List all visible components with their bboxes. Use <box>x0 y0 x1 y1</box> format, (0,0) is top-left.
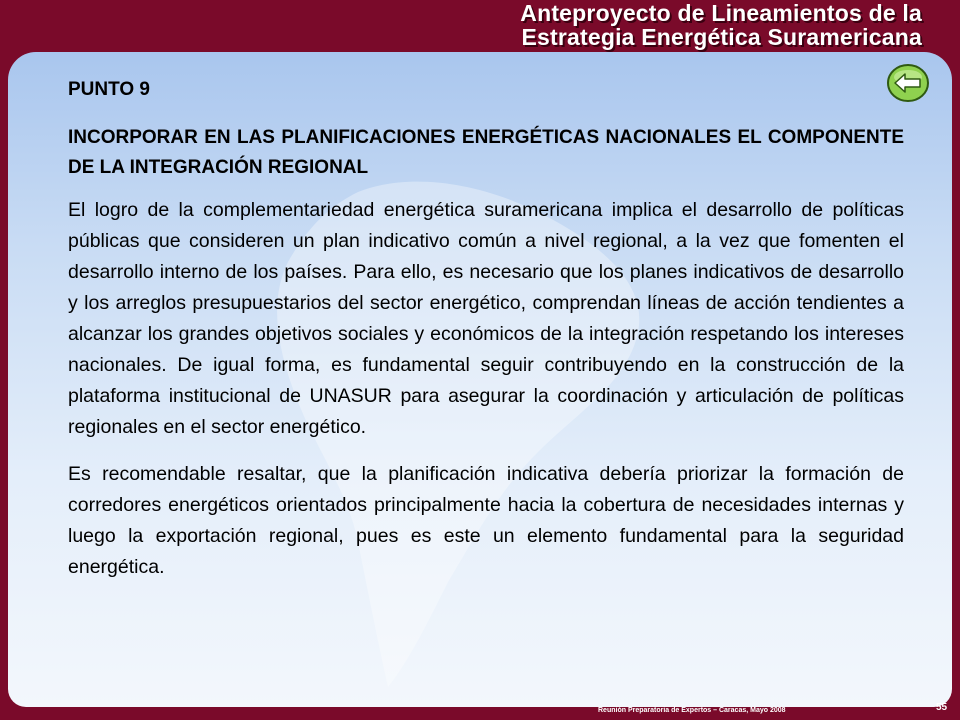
footer-text: Reunión Preparatoria de Expertos – Caracas, Mayo 2008 <box>598 707 786 714</box>
point-subheading: INCORPORAR EN LAS PLANIFICACIONES ENERGÉTICAS NACIONALES EL COMPONENTE DE LA INTEGRACIÓN REGIONAL <box>68 127 904 178</box>
slide-title-line-1: Anteproyecto de Lineamientos de la <box>520 0 922 26</box>
slide-content <box>68 75 904 599</box>
slide-title-line-2: Estrategia Energética Suramericana <box>521 24 922 50</box>
paragraph-2: Es recomendable resaltar, que la planificación indicativa debería priorizar la formación de corredores energéticos orientados principalmente hacia la cobertura de necesidades internas y luego la exportación regional, pues es este un elemento fundamental para la seguridad energética. <box>68 463 904 578</box>
title-bar <box>0 0 960 52</box>
paragraph-1: El logro de la complementariedad energética suramericana implica el desarrollo de políticas públicas que consideren un plan indicativo común a nivel regional, a la vez que fomenten el desarrollo interno de los países. Para ello, es necesario que los planes indicativos de desarrollo y los arreglos presupuestarios del sector energético, comprendan líneas de acción tendientes a alcanzar los grandes objetivos sociales y económicos de la integración respetando los intereses nacionales. De igual forma, es fundamental seguir contribuyendo en la construcción de la plataforma institucional de UNASUR para asegurar la coordinación y articulación de políticas regionales en el sector energético. <box>68 199 904 438</box>
page-number: 55 <box>936 702 948 713</box>
point-heading: PUNTO 9 <box>68 79 151 100</box>
